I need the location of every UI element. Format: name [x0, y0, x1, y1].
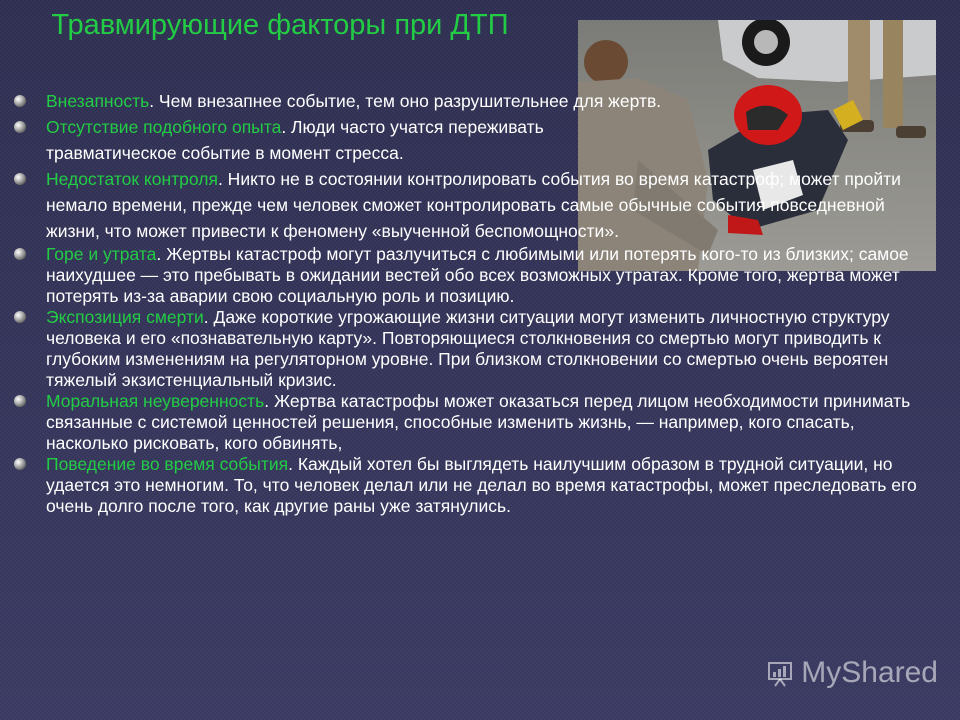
bullet-text: . Люди часто учатся переживать травматическое событие в момент стресса. [46, 117, 544, 163]
bullet-keyword: Горе и утрата [46, 244, 157, 264]
bullet-icon [14, 311, 26, 323]
bullet-icon [14, 121, 26, 133]
bullet-text: . Каждый хотел бы выглядеть наилучшим образом в трудной ситуации, но удается это немногим. То, что человек делал или не делал во время катастрофы, может преследовать его очень долго после того, как другие раны уже затянулись. [46, 454, 917, 516]
list-item [14, 244, 934, 307]
bullet-keyword: Экспозиция смерти [46, 307, 204, 327]
bullet-text: . Жертва катастрофы может оказаться перед лицом необходимости принимать связанные с системой ценностей решения, способные изменить жизнь, — например, кого спасать, насколько рисковать, кого обвинять, [46, 391, 911, 453]
bullet-text: . Чем внезапнее событие, тем оно разрушительнее для жертв. [149, 91, 662, 111]
bullet-list [14, 88, 934, 517]
list-item [14, 454, 934, 517]
bullet-keyword: Поведение во время события [46, 454, 289, 474]
list-item [14, 114, 571, 166]
bullet-icon [14, 248, 26, 260]
bullet-icon [14, 395, 26, 407]
list-item [14, 307, 934, 391]
bullet-keyword: Недостаток контроля [46, 169, 218, 189]
bullet-icon [14, 173, 26, 185]
watermark-text: MyShared [801, 656, 938, 689]
list-item [14, 88, 934, 114]
bullet-keyword: Отсутствие подобного опыта [46, 117, 282, 137]
bullet-text: . Никто не в состоянии контролировать события во время катастроф; может пройти немало времени, прежде чем человек сможет контролировать самые обычные события повседневной жизни, что может привести к феномену «выученной беспомощности». [46, 169, 901, 241]
list-item [14, 391, 934, 454]
bullet-text: . Даже короткие угрожающие жизни ситуации могут изменить личностную структуру человека и его «познавательную карту». Повторяющиеся столкновения со смертью могут приводить к глубоким изменениям на регуляторном уровне. При близком столкновении со смертью очень вероятен тяжелый экзистенциальный кризис. [46, 307, 890, 390]
bullet-icon [14, 95, 26, 107]
bullet-icon [14, 458, 26, 470]
bullet-keyword: Внезапность [46, 91, 150, 111]
watermark [767, 656, 938, 690]
presentation-icon [767, 659, 793, 687]
bullet-keyword: Моральная неуверенность [46, 391, 265, 411]
list-item [14, 166, 934, 244]
slide-title: Травмирующие факторы при ДТП [51, 9, 509, 41]
bullet-text: . Жертвы катастроф могут разлучиться с любимыми или потерять кого-то из близких; самое наихудшее — это пребывать в ожидании вестей обо всех возможных утратах. Кроме того, жертва может потерять из-за аварии свою социальную роль и позицию. [46, 244, 909, 306]
